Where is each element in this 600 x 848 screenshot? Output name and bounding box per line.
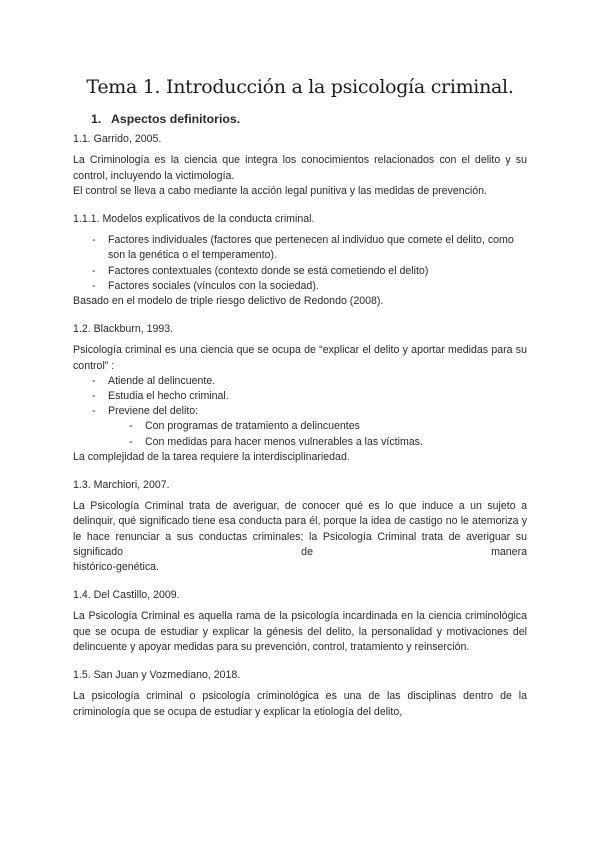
list-item: - Factores individuales (factores que pertenecen al individuo que comete el delito, como son la genética o el temperamento).	[73, 233, 527, 263]
subsection-1-3-paragraph: La Psicología Criminal trata de averiguar, de conocer qué es lo que induce a un sujeto a delinquir, qué significado tiene esa conducta para él, porque la idea de castigo no le atemoriza y le hace renunciar a sus conductas criminales; la Psicología Criminal trata de averiguar su significado de manera	[73, 500, 527, 558]
section-heading	[91, 112, 527, 127]
document-body	[73, 112, 527, 720]
subsection-1-2-ref: 1.2. Blackburn, 1993.	[73, 323, 174, 336]
page-title: Tema 1. Introducción a la psicología criminal.	[86, 76, 514, 98]
subsection-1-5-paragraph: La psicología criminal o psicología criminológica es una de las disciplinas dentro de la criminología que se ocupa de estudiar y explicar la etiología del delito,	[73, 690, 527, 718]
subsection-1-1-paragraph-2: El control se lleva a cabo mediante la acción legal punitiva y las medidas de prevención.	[73, 184, 487, 197]
subsection-1-1-paragraph-1: La Criminología es la ciencia que integra los conocimientos relacionados con el delito y su control, incluyendo la victimología.	[73, 154, 527, 182]
subsection-1-5-ref: 1.5. San Juan y Vozmediano, 2018.	[73, 669, 241, 682]
subsection-1-1-1-ref: 1.1.1. Modelos explicativos de la conducta criminal.	[73, 213, 315, 226]
list-item: - Previene del delito:	[73, 404, 527, 419]
section-number: 1.	[91, 112, 102, 126]
prevention-sublist	[73, 419, 527, 449]
subsection-1-4-ref: 1.4. Del Castillo, 2009.	[73, 589, 180, 602]
list-item: - Factores contextuales (contexto donde se está cometiendo el delito)	[73, 264, 527, 279]
subsection-1-1-ref: 1.1. Garrido, 2005.	[73, 133, 162, 146]
subsection-1-3-ref: 1.3. Marchiori, 2007.	[73, 479, 170, 492]
blackburn-list	[73, 374, 527, 420]
list-item: - Atiende al delincuente.	[73, 374, 527, 389]
list-item: - Con programas de tratamiento a delincuentes	[73, 419, 527, 434]
subsection-1-3-paragraph-end: histórico-genética.	[73, 561, 159, 574]
factors-list	[73, 233, 527, 294]
subsection-1-2-note: La complejidad de la tarea requiere la interdisciplinariedad.	[73, 450, 350, 463]
subsection-1-4-paragraph: La Psicología Criminal es aquella rama de la psicología incardinada en la ciencia criminológica que se ocupa de estudiar y explicar la génesis del delito, la personalidad y motivaciones del delincuente y apoyar medidas para su prevención, control, tratamiento y reinserción.	[73, 610, 527, 653]
list-item: - Con medidas para hacer menos vulnerables a las víctimas.	[73, 435, 527, 450]
subsection-1-2-paragraph: Psicología criminal es una ciencia que se ocupa de “explicar el delito y aportar medidas para su control” :	[73, 344, 527, 372]
section-heading-text: Aspectos definitorios.	[111, 112, 241, 126]
subsection-1-1-1-note: Basado en el modelo de triple riesgo delictivo de Redondo (2008).	[73, 295, 384, 308]
list-item: - Estudia el hecho criminal.	[73, 389, 527, 404]
list-item: - Factores sociales (vínculos con la sociedad).	[73, 279, 527, 294]
